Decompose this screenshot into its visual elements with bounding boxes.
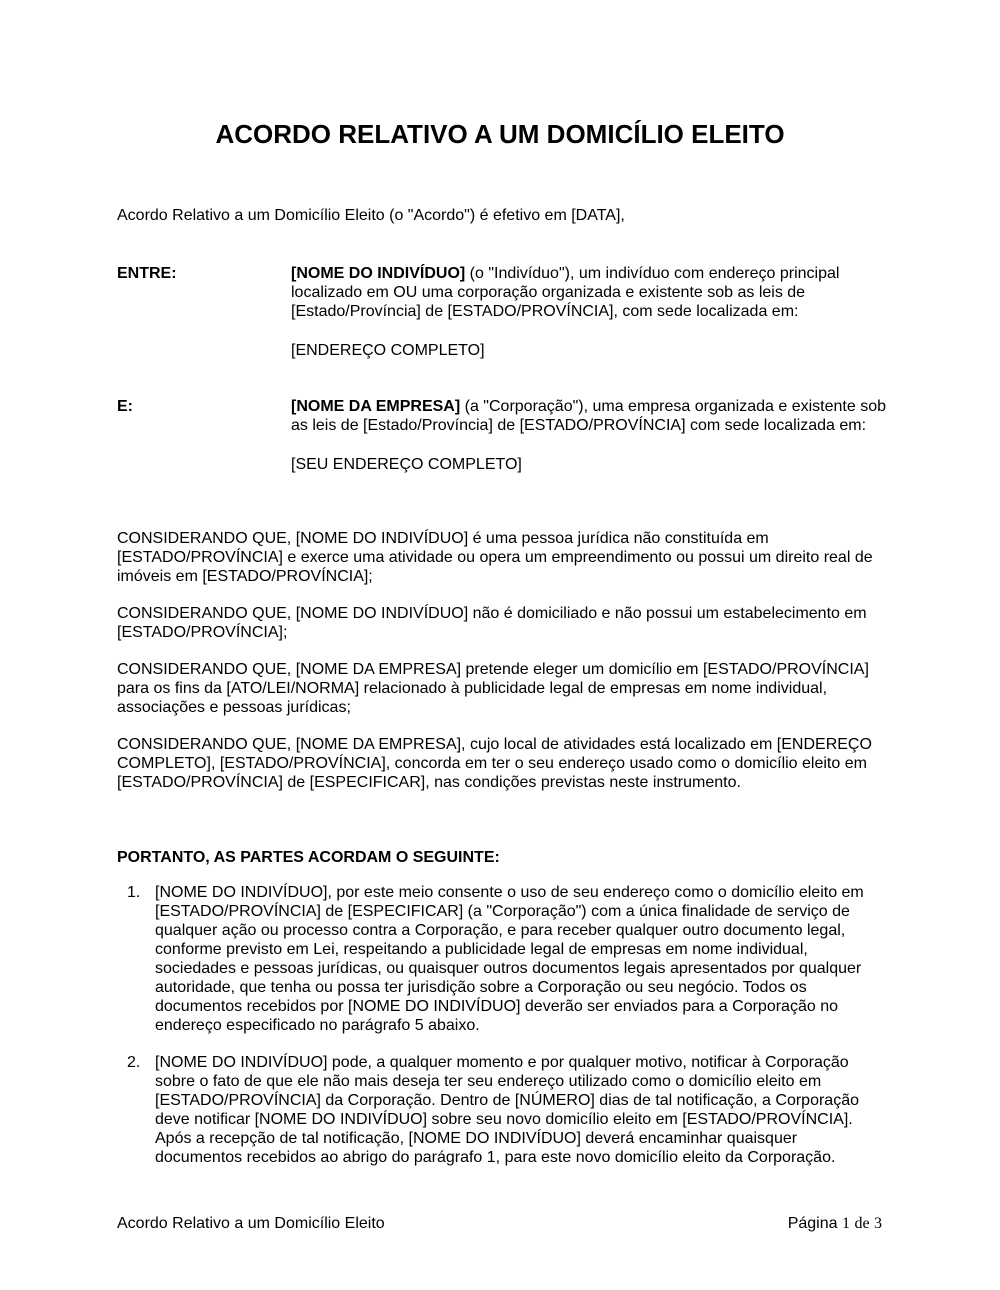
party-second-label: E: (117, 398, 133, 415)
section-heading: PORTANTO, AS PARTES ACORDAM O SEGUINTE: (117, 849, 500, 866)
recital-paragraph: CONSIDERANDO QUE, [NOME DO INDIVÍDUO] não é domiciliado e não possui um estabelecimento em [ESTADO/PROVÍNCIA]; (117, 605, 867, 641)
intro-paragraph: Acordo Relativo a um Domicílio Eleito (o "Acordo") é efetivo em [DATA], (117, 207, 625, 224)
party-second-address: [SEU ENDEREÇO COMPLETO] (291, 456, 522, 473)
clause-item (117, 883, 887, 1035)
footer-page-label: Página (787, 1215, 838, 1232)
recital-paragraph: CONSIDERANDO QUE, [NOME DA EMPRESA] pretende eleger um domicílio em [ESTADO/PROVÍNCIA] para os fins da [ATO/LEI/NORMA] relacionado à publicidade legal de empresas em nome individual, associações e pessoas jurídicas; (117, 661, 869, 716)
clause-text: [NOME DO INDIVÍDUO] pode, a qualquer momento e por qualquer motivo, notificar à Corporação sobre o fato de que ele não mais deseja ter seu endereço utilizado como o domicílio eleito em [ESTADO/PROVÍNCIA] da Corporação. Dentro de [NÚMERO] dias de tal notificação, a Corporação deve notificar [NOME DO INDIVÍDUO] sobre seu novo domicílio eleito em [ESTADO/PROVÍNCIA]. Após a recepção de tal notificação, [NOME DO INDIVÍDUO] deverá encaminhar quaisquer documentos recebidos ao abrigo do parágrafo 1, para este novo domicílio eleito da Corporação. (155, 1054, 859, 1166)
party-first-description (291, 264, 887, 321)
party-second-description (291, 397, 887, 435)
party-second-name: [NOME DA EMPRESA] (291, 398, 461, 415)
footer-page-number (788, 1214, 882, 1233)
party-second-text: (a "Corporação"), uma empresa organizada e existente sob as leis de [Estado/Província] de [ESTADO/PROVÍNCIA] com sede localizada em: (291, 398, 886, 434)
footer-document-title: Acordo Relativo a um Domicílio Eleito (117, 1215, 385, 1232)
footer-page-of: de (854, 1215, 870, 1232)
clause-text: [NOME DO INDIVÍDUO], por este meio consente o uso de seu endereço como o domicílio eleito em [ESTADO/PROVÍNCIA] de [ESPECIFICAR] (a "Corporação") com a única finalidade de serviço de qualquer ação ou processo contra a Corporação, e para receber qualquer outro documento legal, conforme previsto em Lei, respeitando a publicidade legal de empresas em nome individual, sociedades e pessoas jurídicas, ou quaisquer outros documentos legais apresentados por qualquer autoridade, que tenha ou possa ter jurisdição sobre a Corporação ou seu negócio. Todos os documentos recebidos por [NOME DO INDIVÍDUO] deverão ser enviados para a Corporação no endereço especificado no parágrafo 5 abaixo. (155, 884, 864, 1034)
footer-page-total: 3 (874, 1215, 882, 1232)
clause-number: 2. (127, 1054, 141, 1071)
party-first-text: (o "Indivíduo"), um indivíduo com endereço principal localizado em OU uma corporação organizada e existente sob as leis de [Estado/Província] de [ESTADO/PROVÍNCIA], com sede localizada em: (291, 265, 840, 320)
party-first-address: [ENDEREÇO COMPLETO] (291, 342, 485, 359)
clause-item (117, 1053, 887, 1167)
party-first-label: ENTRE: (117, 265, 177, 282)
clause-number: 1. (127, 884, 141, 901)
document-title: ACORDO RELATIVO A UM DOMICÍLIO ELEITO (215, 119, 785, 149)
party-first-body (291, 264, 887, 360)
recital-paragraph: CONSIDERANDO QUE, [NOME DA EMPRESA], cujo local de atividades está localizado em [ENDEREÇO COMPLETO], [ESTADO/PROVÍNCIA], concorda em ter o seu endereço usado como o domicílio eleito em [ESTADO/PROVÍNCIA] de [ESPECIFICAR], nas condições previstas neste instrumento. (117, 736, 872, 791)
clause-list (117, 883, 887, 1185)
party-first-name: [NOME DO INDIVÍDUO] (291, 265, 466, 282)
recitals (117, 529, 877, 810)
recital-paragraph: CONSIDERANDO QUE, [NOME DO INDIVÍDUO] é uma pessoa jurídica não constituída em [ESTADO/PROVÍNCIA] e exerce uma atividade ou opera um empreendimento ou possui um direito real de imóveis em [ESTADO/PROVÍNCIA]; (117, 530, 873, 585)
party-second-body (291, 397, 887, 474)
footer-page-current: 1 (841, 1215, 850, 1232)
